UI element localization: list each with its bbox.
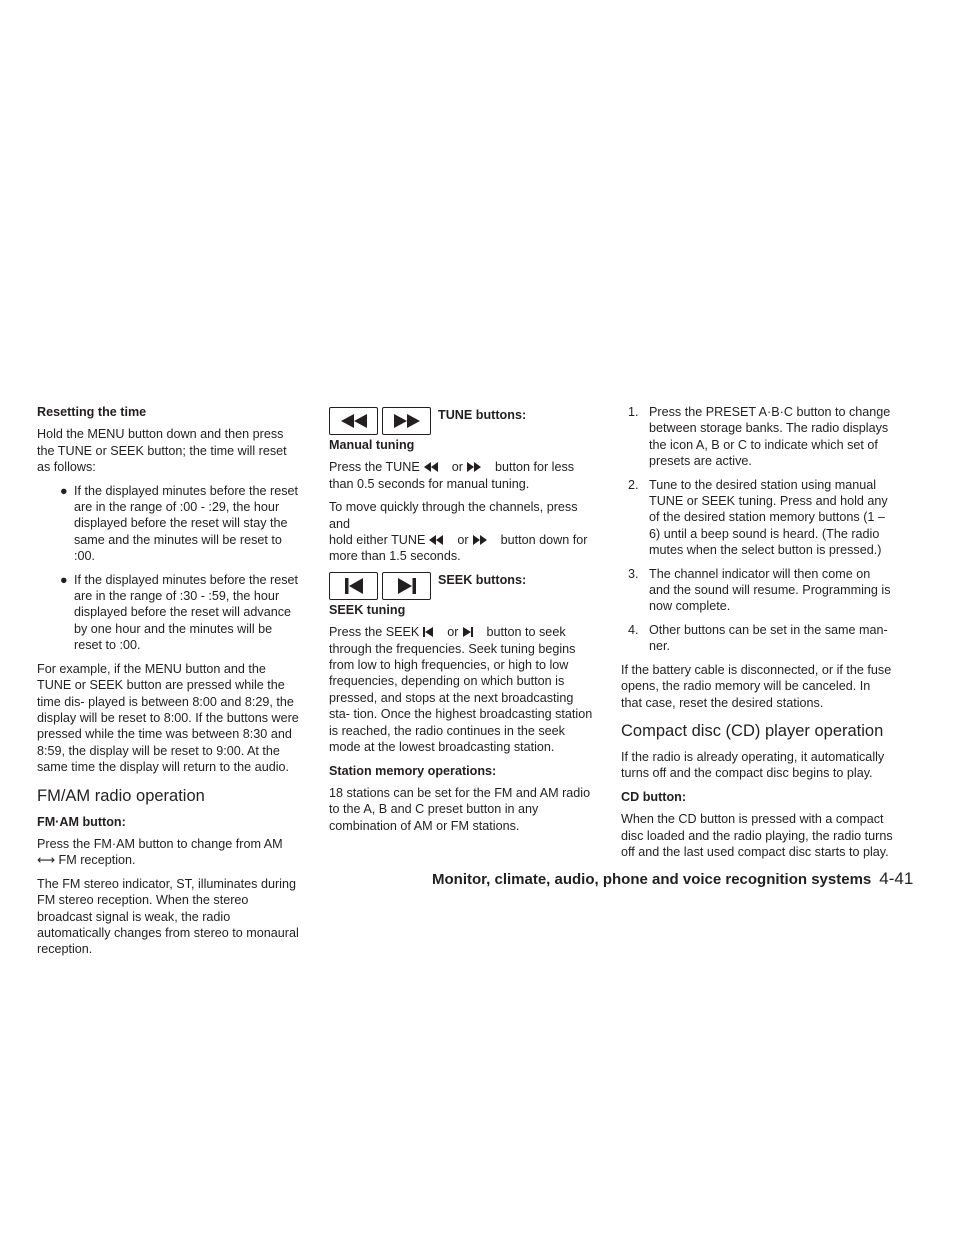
column-left (37, 404, 302, 965)
para-battery: If the battery cable is disconnected, or if the fuse opens, the radio memory will be canceled. In that case, reset the desired stations. (621, 662, 892, 710)
skip-forward-icon (463, 627, 473, 637)
column-right (621, 404, 893, 867)
list-item: ● If the displayed minutes before the reset are in the range of :30 - :59, the hour displayed before the reset will advance by one hour and the minutes will be reset to :00. (60, 572, 299, 653)
para-example: For example, if the MENU button and the TUNE or SEEK button are pressed while the time dis- played is between 8:00 and 8:29, the display will be reset to 8:00. If the buttons were pressed while the time was between 8:30 and 8:59, the display will be reset to 9:00. At the same time the display will return to the audio. (37, 661, 299, 775)
bullet-icon: ● (60, 572, 68, 587)
section-cd-player: Compact disc (CD) player operation (621, 721, 884, 740)
para-move-quickly: To move quickly through the channels, press and hold either TUNE or button down for more than 1.5 seconds. (329, 500, 588, 564)
skip-back-icon (423, 627, 433, 637)
rewind-icon (339, 413, 369, 429)
heading-cd-button: CD button: (621, 789, 687, 804)
tune-buttons-label: TUNE buttons: (438, 408, 527, 422)
heading-seek-tuning: SEEK tuning (329, 602, 406, 617)
skip-forward-icon (395, 577, 419, 595)
footer-section-title: Monitor, climate, audio, phone and voice recognition systems (432, 871, 872, 888)
para-press-tune: Press the TUNE or button for less than 0.5 seconds for manual tuning. (329, 460, 575, 491)
tune-back-button-illustration (329, 407, 378, 435)
skip-back-icon (342, 577, 366, 595)
seek-forward-button-illustration (382, 572, 431, 600)
list-item: 2. Tune to the desired station using manual TUNE or SEEK tuning. Press and hold any of the desired station memory buttons (1 – 6) until a beep sound is heard. (The radio mutes when the select button is pressed.) (628, 477, 888, 558)
heading-resetting-time: Resetting the time (37, 405, 147, 419)
heading-station-memory: Station memory operations: (329, 763, 497, 778)
page-number: 4-41 (879, 869, 914, 888)
bullet-icon: ● (60, 483, 68, 498)
reset-bullets (37, 483, 302, 654)
seek-buttons-label: SEEK buttons: (438, 572, 527, 587)
section-fm-am-radio: FM/AM radio operation (37, 786, 205, 805)
para-18-stations: 18 stations can be set for the FM and AM radio to the A, B and C preset button in any combination of AM or FM stations. (329, 785, 591, 833)
heading-manual-tuning: Manual tuning (329, 438, 415, 452)
seek-buttons-figure (329, 572, 594, 600)
preset-steps (621, 404, 893, 655)
para-cd-intro: If the radio is already operating, it automatically turns off and the compact disc begins to play. (621, 749, 885, 781)
fast-forward-icon (473, 535, 487, 545)
tune-forward-button-illustration (382, 407, 431, 435)
para-hold-menu: Hold the MENU button down and then press the TUNE or SEEK button; the time will reset as follows: (37, 427, 287, 475)
list-item: 3. The channel indicator will then come on and the sound will resume. Programming is now complete. (628, 566, 891, 614)
fast-forward-icon (392, 413, 422, 429)
fast-forward-icon (467, 462, 481, 472)
para-cd-button: When the CD button is pressed with a compact disc loaded and the radio playing, the radio turns off and the last used compact disc starts to play. (621, 812, 893, 859)
para-press-seek: Press the SEEK or button to seek through the frequencies. Seek tuning begins from low to high frequencies, or high to low frequencies, depending on which button is pressed, and stops at the next broadcasting sta- tion. Once the highest broadcasting station is reached, the radio continues in the seek mode at the lowest broadcasting station. (329, 625, 593, 755)
para-stereo-indicator: The FM stereo indicator, ST, illuminates during FM stereo reception. When the stereo broadcast signal is weak, the radio automatically changes from stereo to monaural reception. (37, 876, 299, 957)
para-fm-am: Press the FM·AM button to change from AM ⟷ FM reception. (37, 836, 283, 868)
tune-buttons-figure (329, 407, 594, 435)
rewind-icon (424, 462, 438, 472)
page-footer (432, 869, 914, 889)
list-item: ● If the displayed minutes before the reset are in the range of :00 - :29, the hour displayed before the reset will stay the same and the minutes will be reset to :00. (60, 483, 299, 564)
rewind-icon (429, 535, 443, 545)
list-item: 1. Press the PRESET A·B·C button to change between storage banks. The radio displays the icon A, B or C to indicate which set of presets are active. (628, 405, 891, 469)
list-item: 4. Other buttons can be set in the same man- ner. (628, 622, 888, 654)
seek-back-button-illustration (329, 572, 378, 600)
heading-fm-am-button: FM·AM button: (37, 814, 126, 829)
column-middle (329, 404, 594, 841)
